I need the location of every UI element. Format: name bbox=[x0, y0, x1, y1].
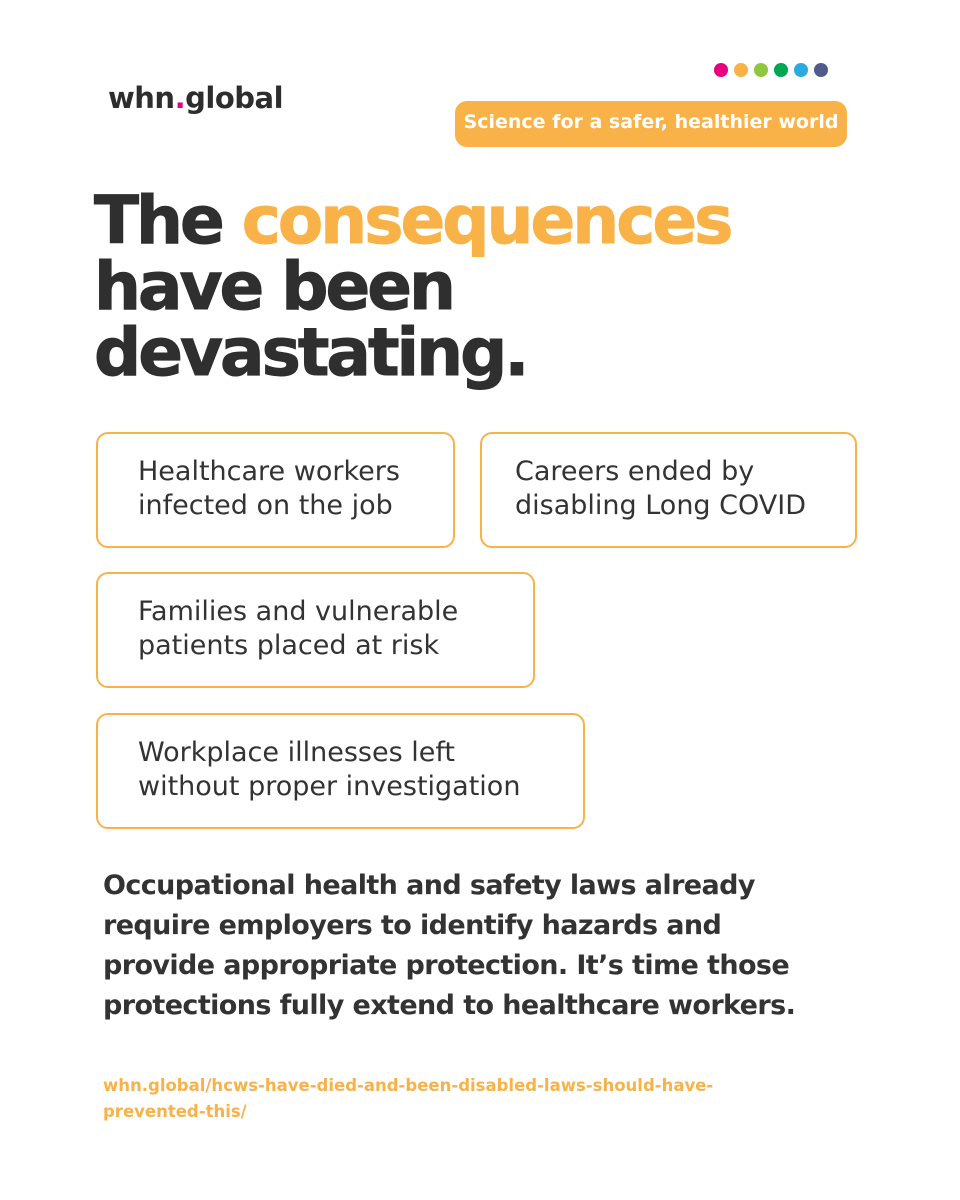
color-dot bbox=[774, 63, 788, 77]
color-dot bbox=[714, 63, 728, 77]
article-link[interactable]: whn.global/hcws-have-died-and-been-disabled-laws-should-have- prevented-this/ bbox=[103, 1076, 714, 1121]
color-dot bbox=[754, 63, 768, 77]
tagline-badge: Science for a safer, healthier world bbox=[455, 101, 847, 147]
color-dot bbox=[734, 63, 748, 77]
headline-word: The bbox=[94, 182, 242, 259]
consequence-card-infected: Healthcare workers infected on the job bbox=[96, 432, 455, 548]
logo-text-global: global bbox=[185, 81, 284, 115]
consequence-card-families: Families and vulnerable patients placed at risk bbox=[96, 572, 535, 688]
headline-line-1 bbox=[94, 182, 731, 259]
color-dots bbox=[714, 63, 828, 77]
logo-text-whn: whn bbox=[108, 81, 175, 115]
brand-logo bbox=[108, 80, 283, 116]
consequence-card-investigation: Workplace illnesses left without proper investigation bbox=[96, 713, 585, 829]
headline-line-2: have been bbox=[94, 248, 454, 325]
color-dot bbox=[814, 63, 828, 77]
color-dot bbox=[794, 63, 808, 77]
logo-dot: . bbox=[174, 81, 186, 115]
consequence-card-careers: Careers ended by disabling Long COVID bbox=[480, 432, 857, 548]
body-paragraph: Occupational health and safety laws already require employers to identify hazards and provide appropriate protection. It’s time those protections fully extend to healthcare workers. bbox=[103, 870, 796, 1021]
headline bbox=[94, 182, 731, 391]
headline-line-3: devastating. bbox=[94, 314, 527, 391]
headline-accent: consequences bbox=[241, 182, 731, 259]
